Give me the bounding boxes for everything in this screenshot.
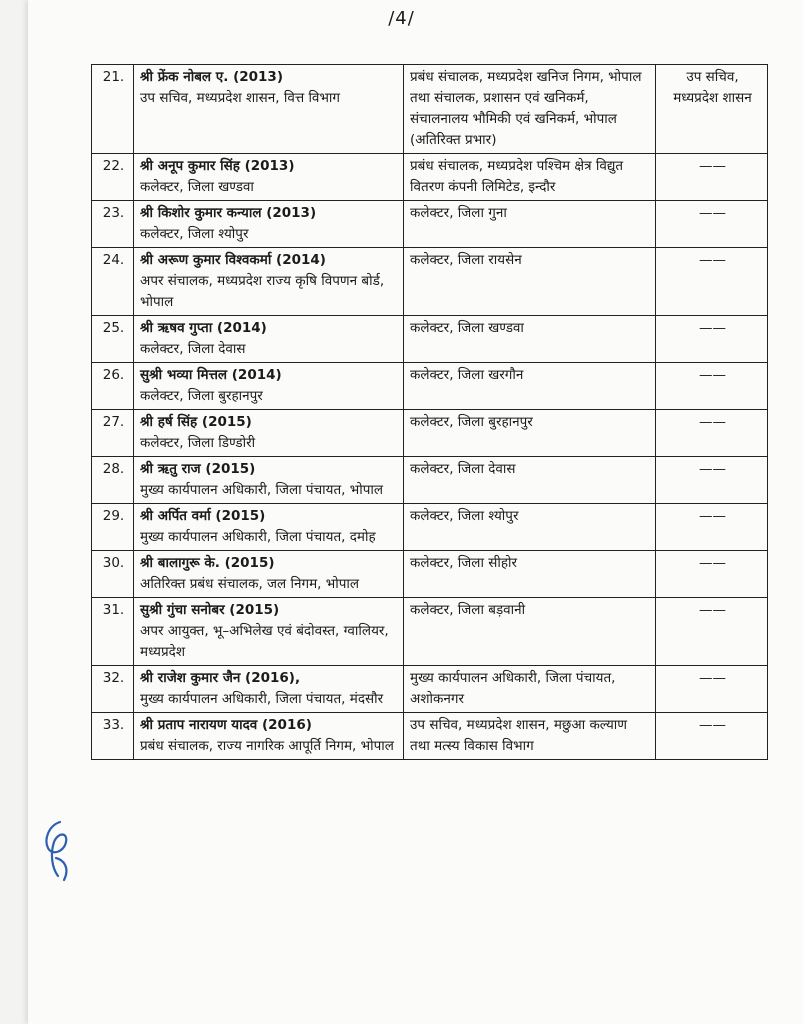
officer-cell [134, 363, 404, 410]
current-posting: कलेक्टर, जिला बुरहानपुर [140, 388, 263, 404]
serial-number: 23. [92, 201, 134, 248]
table-row [92, 363, 768, 410]
new-posting: कलेक्टर, जिला खरगौन [404, 363, 656, 410]
officer-name: श्री किशोर कुमार कन्याल (2013) [140, 205, 317, 221]
new-posting: मुख्य कार्यपालन अधिकारी, जिला पंचायत, अशोकनगर [404, 666, 656, 713]
current-posting: अपर आयुक्त, भू–अभिलेख एवं बंदोवस्त, ग्वालियर, मध्यप्रदेश [140, 623, 389, 660]
additional-charge: —— [656, 410, 768, 457]
additional-charge: —— [656, 713, 768, 760]
table-row [92, 666, 768, 713]
new-posting: कलेक्टर, जिला रायसेन [404, 248, 656, 316]
officer-cell [134, 666, 404, 713]
new-posting: कलेक्टर, जिला देवास [404, 457, 656, 504]
new-posting: कलेक्टर, जिला बड़वानी [404, 598, 656, 666]
table-row [92, 154, 768, 201]
additional-charge: —— [656, 363, 768, 410]
officer-cell [134, 598, 404, 666]
serial-number: 30. [92, 551, 134, 598]
officer-cell [134, 248, 404, 316]
additional-charge: —— [656, 598, 768, 666]
serial-number: 33. [92, 713, 134, 760]
current-posting: कलेक्टर, जिला डिण्डोरी [140, 435, 256, 451]
officer-name: श्री अर्पित वर्मा (2015) [140, 508, 266, 524]
additional-charge: —— [656, 457, 768, 504]
current-posting: उप सचिव, मध्यप्रदेश शासन, वित्त विभाग [140, 90, 341, 106]
serial-number: 26. [92, 363, 134, 410]
serial-number: 24. [92, 248, 134, 316]
signature-icon [38, 818, 78, 888]
serial-number: 21. [92, 65, 134, 154]
additional-charge: —— [656, 248, 768, 316]
current-posting: कलेक्टर, जिला श्योपुर [140, 226, 249, 242]
officer-cell [134, 316, 404, 363]
additional-charge: —— [656, 154, 768, 201]
new-posting: कलेक्टर, जिला श्योपुर [404, 504, 656, 551]
additional-charge: —— [656, 201, 768, 248]
new-posting: कलेक्टर, जिला सीहोर [404, 551, 656, 598]
new-posting: उप सचिव, मध्यप्रदेश शासन, मछुआ कल्याण तथा मत्स्य विकास विभाग [404, 713, 656, 760]
current-posting: कलेक्टर, जिला खण्डवा [140, 179, 254, 195]
officer-cell [134, 713, 404, 760]
new-posting: प्रबंध संचालक, मध्यप्रदेश पश्चिम क्षेत्र विद्युत वितरण कंपनी लिमिटेड, इन्दौर [404, 154, 656, 201]
table-row [92, 65, 768, 154]
serial-number: 27. [92, 410, 134, 457]
officer-cell [134, 154, 404, 201]
additional-charge: —— [656, 551, 768, 598]
additional-charge: —— [656, 666, 768, 713]
serial-number: 28. [92, 457, 134, 504]
new-posting: कलेक्टर, जिला गुना [404, 201, 656, 248]
current-posting: मुख्य कार्यपालन अधिकारी, जिला पंचायत, भोपाल [140, 482, 384, 498]
officer-name: श्री हर्ष सिंह (2015) [140, 414, 252, 430]
serial-number: 25. [92, 316, 134, 363]
table-row [92, 410, 768, 457]
officer-cell [134, 457, 404, 504]
officer-name: श्री प्रताप नारायण यादव (2016) [140, 717, 312, 733]
officer-name: सुश्री गुंचा सनोबर (2015) [140, 602, 280, 618]
table-row [92, 316, 768, 363]
current-posting: अपर संचालक, मध्यप्रदेश राज्य कृषि विपणन बोर्ड, भोपाल [140, 273, 385, 310]
current-posting: अतिरिक्त प्रबंध संचालक, जल निगम, भोपाल [140, 576, 360, 592]
table-row [92, 598, 768, 666]
new-posting: प्रबंध संचालक, मध्यप्रदेश खनिज निगम, भोपाल तथा संचालक, प्रशासन एवं खनिकर्म, संचालनालय भौमिकी एवं खनिकर्म, भोपाल (अतिरिक्त प्रभार) [404, 65, 656, 154]
additional-charge: —— [656, 316, 768, 363]
current-posting: मुख्य कार्यपालन अधिकारी, जिला पंचायत, दमोह [140, 529, 376, 545]
officer-cell [134, 504, 404, 551]
officer-name: सुश्री भव्या मित्तल (2014) [140, 367, 282, 383]
officer-name: श्री फ्रेंक नोबल ए. (2013) [140, 69, 283, 85]
officer-name: श्री अनूप कुमार सिंह (2013) [140, 158, 295, 174]
table-row [92, 248, 768, 316]
transfer-order-table [91, 64, 768, 760]
table-row [92, 713, 768, 760]
table-row [92, 504, 768, 551]
current-posting: प्रबंध संचालक, राज्य नागरिक आपूर्ति निगम, भोपाल [140, 738, 394, 754]
officer-cell [134, 201, 404, 248]
current-posting: मुख्य कार्यपालन अधिकारी, जिला पंचायत, मंदसौर [140, 691, 384, 707]
officer-name: श्री बालागुरू के. (2015) [140, 555, 275, 571]
serial-number: 31. [92, 598, 134, 666]
officer-cell [134, 65, 404, 154]
officer-cell [134, 551, 404, 598]
table-row [92, 457, 768, 504]
officer-name: श्री अरूण कुमार विश्वकर्मा (2014) [140, 252, 326, 268]
serial-number: 32. [92, 666, 134, 713]
serial-number: 29. [92, 504, 134, 551]
table-row [92, 551, 768, 598]
officer-cell [134, 410, 404, 457]
page-number: /4/ [388, 8, 415, 29]
new-posting: कलेक्टर, जिला खण्डवा [404, 316, 656, 363]
serial-number: 22. [92, 154, 134, 201]
current-posting: कलेक्टर, जिला देवास [140, 341, 246, 357]
officer-name: श्री ऋषव गुप्ता (2014) [140, 320, 267, 336]
additional-charge: उप सचिव, मध्यप्रदेश शासन [656, 65, 768, 154]
officer-name: श्री ऋतु राज (2015) [140, 461, 256, 477]
additional-charge: —— [656, 504, 768, 551]
new-posting: कलेक्टर, जिला बुरहानपुर [404, 410, 656, 457]
officer-name: श्री राजेश कुमार जैन (2016), [140, 670, 301, 686]
table-row [92, 201, 768, 248]
